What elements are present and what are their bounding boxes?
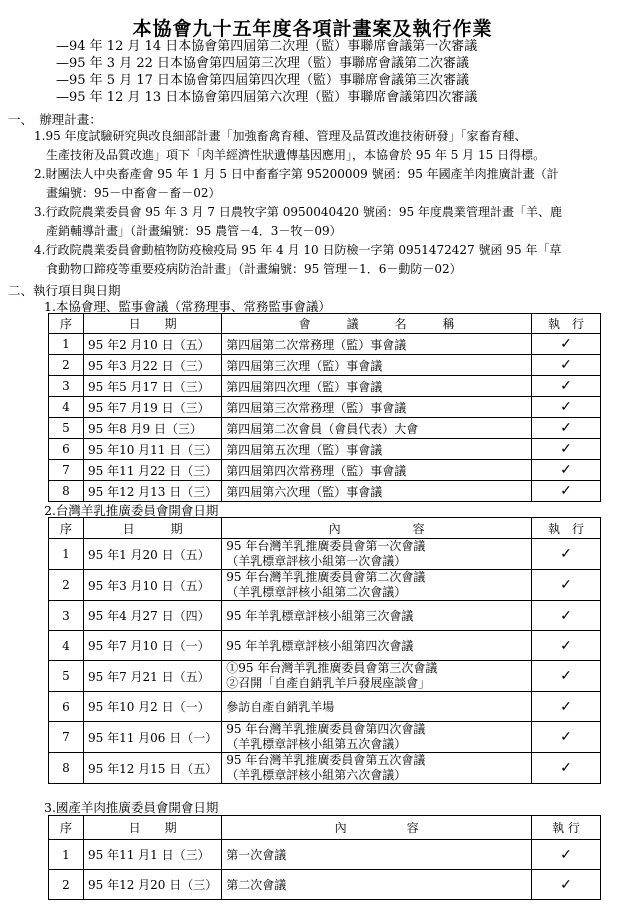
- check-icon: ✓: [532, 661, 601, 692]
- check-icon: ✓: [532, 753, 601, 784]
- table-cell: 2.財團法人中央畜產會 95 年 1 月 5 日中畜畜字第 95200009 號函：95 年國產羊肉推廣計畫（計: [34, 167, 559, 181]
- column-header: 日 期: [84, 518, 222, 539]
- table-cell: 2: [49, 355, 84, 376]
- check-icon: ✓: [532, 601, 601, 631]
- table-cell: 6: [49, 439, 84, 460]
- table-cell: 95 年4 月27 日（四）: [84, 601, 222, 631]
- table-cell: 第四屆第三次常務理（監）事會議: [222, 397, 532, 418]
- table-cell: 參訪自產自銷乳羊場: [222, 692, 532, 722]
- table-cell: 95 年羊乳標章評核小組第三次會議: [222, 601, 532, 631]
- table-row: [49, 601, 601, 631]
- column-header: 序: [49, 518, 84, 539]
- table-cell: 95 年7 月21 日（五）: [84, 661, 222, 692]
- table-cell: 95 年台灣羊乳推廣委員會第四次會議 （羊乳標章評核小組第五次會議）: [222, 722, 532, 753]
- table-cell: 3: [49, 601, 84, 631]
- table-cell: 2: [49, 870, 84, 900]
- table-cell: 95 年台灣羊乳推廣委員會第一次會議 （羊乳標章評核小組第一次會議）: [222, 539, 532, 570]
- table2-caption: 2.台灣羊乳推廣委員會開會日期: [44, 503, 219, 518]
- column-header: 序: [49, 816, 84, 840]
- table-cell: 5: [49, 418, 84, 439]
- column-header: 執 行: [532, 314, 601, 334]
- check-icon: ✓: [532, 418, 601, 439]
- table1-caption: 1.本協會理、監事會議（常務理事、常務監事會議）: [44, 299, 331, 314]
- table-cell: 第二次會議: [222, 870, 532, 900]
- column-header: 會 議 名 稱: [222, 314, 532, 334]
- check-icon: ✓: [532, 460, 601, 481]
- table-cell: 3: [49, 376, 84, 397]
- check-icon: ✓: [532, 570, 601, 601]
- table-cell: 95 年台灣羊乳推廣委員會第五次會議 （羊乳標章評核小組第六次會議）: [222, 753, 532, 784]
- plan-item: [34, 127, 619, 165]
- table-row: [49, 753, 601, 784]
- table-cell: ①95 年台灣羊乳推廣委員會第三次會議 ②召開「自產自銷乳羊戶發展座談會」: [222, 661, 532, 692]
- table-cell: 第四屆第二次會員（會員代表）大會: [222, 418, 532, 439]
- table-row: [49, 870, 601, 900]
- table-row: [49, 570, 601, 601]
- table-cell: 8: [49, 481, 84, 502]
- section2-heading: 二、執行項目與日期: [8, 283, 121, 298]
- check-icon: ✓: [532, 692, 601, 722]
- column-header: 日 期: [84, 314, 222, 334]
- check-icon: ✓: [532, 355, 601, 376]
- table-row: [49, 376, 601, 397]
- table-cell: 1: [49, 539, 84, 570]
- table-cell: 1: [49, 334, 84, 355]
- table-cell: 第四屆第四次理（監）事會議: [222, 376, 532, 397]
- document-title: 本協會九十五年度各項計畫案及執行作業: [132, 18, 493, 40]
- table-cell: 95 年3 月10 日（五）: [84, 570, 222, 601]
- column-header: 日 期: [84, 816, 222, 840]
- table-cell: 產銷輔導計畫」（計畫編號：95 農管－4．3－牧－09）: [46, 224, 342, 238]
- check-icon: ✓: [532, 631, 601, 661]
- column-header: 內 容: [222, 518, 532, 539]
- table-cell: 95 年12 月15 日（五）: [84, 753, 222, 784]
- table-cell: 95 年5 月17 日（三）: [84, 376, 222, 397]
- table-row: [49, 355, 601, 376]
- table-cell: 95 年台灣羊乳推廣委員會第二次會議 （羊乳標章評核小組第二次會議）: [222, 570, 532, 601]
- table-cell: 95 年羊乳標章評核小組第四次會議: [222, 631, 532, 661]
- table-cell: 95 年12 月13 日（三）: [84, 481, 222, 502]
- table-header-row: [49, 816, 601, 840]
- table-cell: 95 年7 月10 日（一）: [84, 631, 222, 661]
- table-cell: 4.行政院農業委員會動植物防疫檢疫局 95 年 4 月 10 日防檢一字第 0951472427 號函 95 年「草: [34, 243, 562, 257]
- table-cell: 生產技術及品質改進」項下「肉羊經濟性狀遺傳基因應用」，本協會於 95 年 5 月 15 日得標。: [46, 148, 546, 162]
- check-icon: ✓: [532, 840, 601, 870]
- table-cell: 95 年11 月06 日（一）: [84, 722, 222, 753]
- table-cell: 第四屆第四次常務理（監）事會議: [222, 460, 532, 481]
- table-cell: 1: [49, 840, 84, 870]
- table-row: [49, 439, 601, 460]
- review-line: —95 年 5 月 17 日本協會第四屆第四次理（監）事聯席會議第三次審議: [56, 73, 470, 88]
- goat-meat-committee-table: [48, 815, 601, 900]
- table-cell: 第一次會議: [222, 840, 532, 870]
- table-row: [49, 631, 601, 661]
- review-line: —95 年 3 月 22 日本協會第四屆第三次理（監）事聯席會議第二次審議: [56, 56, 470, 71]
- table-cell: 第四屆第五次理（監）事會議: [222, 439, 532, 460]
- table-cell: 4: [49, 631, 84, 661]
- table-cell: 2: [49, 570, 84, 601]
- goat-milk-committee-table: [48, 517, 601, 784]
- table-cell: 95 年1 月20 日（五）: [84, 539, 222, 570]
- table-cell: 第四屆第三次理（監）事會議: [222, 355, 532, 376]
- table-row: [49, 722, 601, 753]
- check-icon: ✓: [532, 481, 601, 502]
- table-cell: 7: [49, 722, 84, 753]
- table-cell: 6: [49, 692, 84, 722]
- table-cell: 8: [49, 753, 84, 784]
- board-meetings-table: [48, 313, 601, 502]
- check-icon: ✓: [532, 376, 601, 397]
- table-cell: 95 年3 月22 日（三）: [84, 355, 222, 376]
- table-cell: 5: [49, 661, 84, 692]
- table-row: [49, 460, 601, 481]
- table-cell: 3.行政院農業委員會 95 年 3 月 7 日農牧字第 0950040420 號函：95 年度農業管理計畫「羊、鹿: [34, 205, 562, 219]
- check-icon: ✓: [532, 870, 601, 900]
- table-cell: 95 年8 月9 日（三）: [84, 418, 222, 439]
- check-icon: ✓: [532, 439, 601, 460]
- table-cell: 第四屆第六次理（監）事會議: [222, 481, 532, 502]
- table-row: [49, 840, 601, 870]
- table-header-row: [49, 314, 601, 334]
- column-header: 內 容: [222, 816, 532, 840]
- review-line: —95 年 12 月 13 日本協會第四屆第六次理（監）事聯席會議第四次審議: [56, 90, 478, 105]
- table-cell: 7: [49, 460, 84, 481]
- table-cell: 95 年10 月11 日（三）: [84, 439, 222, 460]
- table-row: [49, 397, 601, 418]
- table-cell: 95 年10 月2 日（一）: [84, 692, 222, 722]
- review-history: [56, 38, 477, 106]
- table-cell: 95 年2 月10 日（五）: [84, 334, 222, 355]
- table-row: [49, 481, 601, 502]
- table-cell: 畫編號：95－中畜會－畜－02）: [46, 186, 221, 200]
- review-line: —94 年 12 月 14 日本協會第四屆第二次理（監）事聯席會議第一次審議: [56, 39, 478, 54]
- plan-item: [34, 203, 619, 241]
- check-icon: ✓: [532, 539, 601, 570]
- table-header-row: [49, 518, 601, 539]
- table-cell: 食動物口蹄疫等重要疫病防治計畫」（計畫編號：95 管理－1．6－動防－02）: [46, 262, 462, 276]
- table-cell: 1.95 年度試驗研究與改良細部計畫「加強畜禽育種、管理及品質改進技術研發」「家畜育種、: [34, 129, 527, 143]
- table-cell: 95 年11 月1 日（三）: [84, 840, 222, 870]
- plan-item: [34, 241, 619, 279]
- table-cell: 95 年7 月19 日（三）: [84, 397, 222, 418]
- column-header: 執 行: [532, 518, 601, 539]
- table-cell: 95 年11 月22 日（三）: [84, 460, 222, 481]
- table-cell: 4: [49, 397, 84, 418]
- table-row: [49, 692, 601, 722]
- check-icon: ✓: [532, 722, 601, 753]
- table-cell: 第四屆第二次常務理（監）事會議: [222, 334, 532, 355]
- table-row: [49, 661, 601, 692]
- table-row: [49, 418, 601, 439]
- check-icon: ✓: [532, 334, 601, 355]
- column-header: 序: [49, 314, 84, 334]
- table-row: [49, 539, 601, 570]
- check-icon: ✓: [532, 397, 601, 418]
- column-header: 執 行: [532, 816, 601, 840]
- table-cell: 95 年12 月20 日（三）: [84, 870, 222, 900]
- plan-item: [34, 165, 619, 203]
- section1-heading: 一、 辦理計畫：: [8, 112, 102, 127]
- table-row: [49, 334, 601, 355]
- table3-caption: 3.國產羊肉推廣委員會開會日期: [44, 800, 219, 815]
